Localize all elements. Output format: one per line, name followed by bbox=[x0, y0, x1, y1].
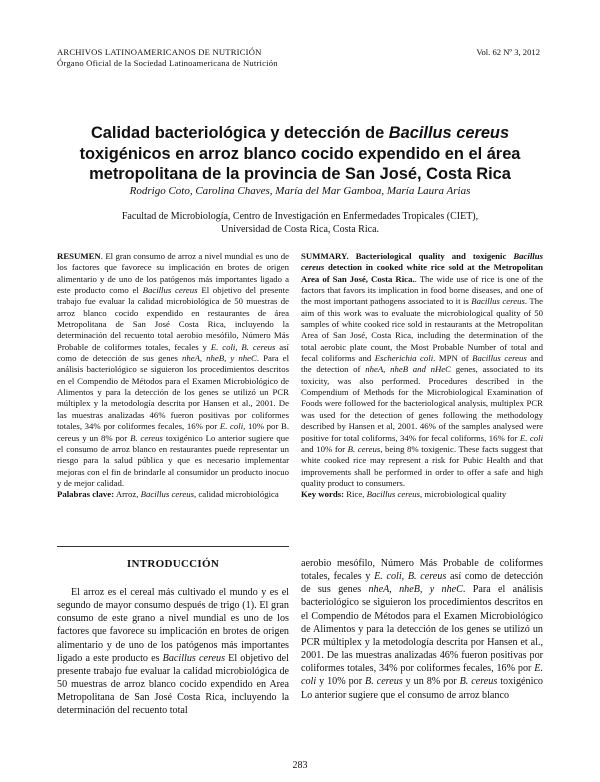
key-words: Key words: Rice, Bacillus cereus, microbiological quality bbox=[301, 489, 507, 500]
palabras-clave: Palabras clave: Arroz, Bacillus cereus, calidad microbiológica bbox=[57, 489, 279, 500]
section-divider bbox=[57, 546, 289, 547]
authors: Rodrigo Coto, Carolina Chaves, María del Mar Gamboa, María Laura Arias bbox=[129, 185, 471, 197]
article-title bbox=[57, 123, 543, 185]
intro-left-column bbox=[57, 586, 289, 718]
intro-paragraph-right: aerobio mesófilo, Número Más Probable de coliformes totales, fecales y E. coli, B. cereus así como de detección de sus genes nheA, nheB, y nheC. Para el análisis bacteriológico se siguieron los procedimientos descritos en el Compendio de Métodos para el Examen Microbiológico de Alimentos y para la detección de los genes se utilizó un PCR múltiplex y la metodología descrita por Hansen et al., 2001. De las muestras analizadas 46% fueron positivas por coliformes totales, 34% por coliformes fecales, 16% por E. coli y 10% por B. cereus y un 8% por B. cereus toxigénico Lo anterior sugiere que el consumo de arroz blanco bbox=[301, 558, 544, 701]
journal-name: ARCHIVOS LATINOAMERICANOS DE NUTRICIÓN bbox=[57, 47, 262, 57]
journal-subtitle: Órgano Oficial de la Sociedad Latinoamericana de Nutrición bbox=[57, 58, 278, 68]
affiliation bbox=[57, 210, 543, 236]
resumen-text: RESUMEN. El gran consumo de arroz a nivel mundial es uno de los factores que favorece su implicación en brotes de origen alimentario y de uno de los patógenos más importantes ligado a este producto como el Bacillus cereus El objetivo del presente trabajo fue evaluar la calidad microbiológica de 50 muestras de arroz blanco cocido expendido en restaurantes de área Metropolitana de San José Costa Rica, incluyendo la determinación del recuento total aerobio mesófilo, Número Más Probable de coliformes totales, fecales y E. coli, B. cereus así como de detección de sus genes nheA, nheB, y nheC. Para el análisis bacteriológico se siguieron los procedimientos descritos en el Compendio de Métodos para el Examen Microbiológico de Alimentos y para la detección de los genes se utilizó un PCR múltiplex y la metodología descrita por Hansen et al., 2001. De las muestras analizadas 46% fueron positivas por coliformes totales, 34% por coliformes fecales, 16% por E. coli, 10% por B. cereus y un 8% por B. cereus toxigénico Lo anterior sugiere que el consumo de arroz blanco en restaurantes puede representar un riesgo para la salud pública y que es necesario implementar mejoras con el fin de brindarle al consumidor un producto inocuo y de mejor calidad. bbox=[57, 251, 290, 488]
title-part2: toxigénicos en arroz blanco cocido expendido en el área metropolitana de la provincia de San José, Costa Rica bbox=[79, 144, 521, 183]
abstract-english bbox=[301, 251, 543, 501]
resumen-heading: RESUMEN bbox=[57, 251, 101, 261]
abstract-spanish bbox=[57, 251, 289, 501]
intro-right-column bbox=[301, 557, 543, 702]
affiliation-line1: Facultad de Microbiología, Centro de Investigación en Enfermedades Tropicales (CIET), bbox=[121, 211, 479, 222]
title-part1: Calidad bacteriológica y detección de bbox=[90, 124, 389, 142]
title-species: Bacillus cereus bbox=[388, 124, 510, 142]
intro-paragraph-left: El arroz es el cereal más cultivado el mundo y es el segundo de mayor consumo después de trigo (1). El gran consumo de este grano a nivel mundial es uno de los factores que favorece su implicación en brotes de origen alimentario y de uno de los patógenos más importantes ligado a este producto es Bacillus cereus El objetivo del presente trabajo fue evaluar la calidad microbiológica de 50 muestras de arroz blanco cocido expendido en Area Metropolitana de San José Costa Rica, incluyendo la determinación del recuento total bbox=[57, 587, 289, 717]
page-number: 283 bbox=[292, 760, 308, 771]
volume-info: Vol. 62 Nº 3, 2012 bbox=[476, 47, 540, 57]
intro-heading: INTRODUCCIÓN bbox=[126, 558, 220, 570]
summary-text: SUMMARY. Bacteriological quality and toxigenic Bacillus cereus detection in cooked white rice sold at the Metropolitan Area of San José, Costa Rica.. The wide use of rice is one of the factors that favors its implication in food borne diseases, and one of the most important pathogens associated to it is Bacillus cereus. The aim of this work was to evaluate the microbiological quality of 50 samples of white cooked rice sold in restaurants at the Metropolitan Area of San José, Costa Rica, including the determination of the total aerobic plate count, the Most Probable Number of total and fecal coliforms and Escherichia coli. MPN of Bacillus cereus and the detection of nheA, nheB and nHeC genes, associated to its toxicity, was also performed. Procedures described in the Compendium of Methods for the Microbiological Examination of Foods were followed for the bacteriological analysis, multiplex PCR was used for the detection of genes following the methodology described by Hansen et al, 2001. 46% of the samples analysed were positive for total coliforms, 34% for fecal coliforms, 16% for E. coli and 10% for B. cereus, being 8% toxigenic. These facts suggest that white cooked rice may represent a risk for Pubic Health and that improvements shall be performed in order to offer a safe and high quality product to consumers. bbox=[301, 251, 544, 488]
affiliation-line2: Universidad de Costa Rica, Costa Rica. bbox=[220, 224, 380, 235]
running-header bbox=[57, 47, 278, 69]
